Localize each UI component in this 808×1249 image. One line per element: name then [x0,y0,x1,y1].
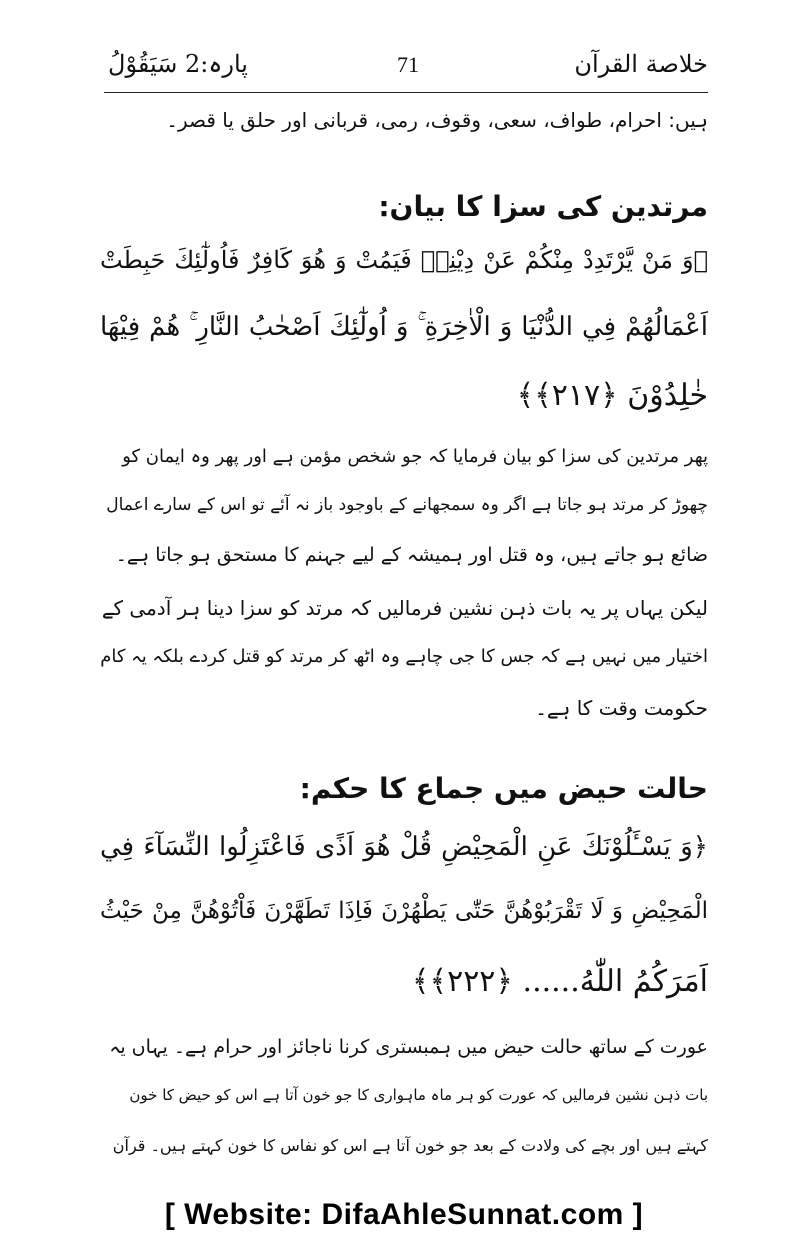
section2-verse-line: اَمَرَكُمُ اللّٰهُ...... ﴿۲۲۲﴾﴾ [411,964,708,999]
section2-verse-line: ﴿وَ يَسْـَٔلُوْنَكَ عَنِ الْمَحِيْضِ قُلْ هُوَ اَذًى فَاعْتَزِلُوا النِّسَآءَ فِي [100,832,708,862]
intro-line: ہیں: احرام، طواف، سعی، وقوف، رمی، قربانی اور حلق یا قصر۔ [166,108,708,132]
section1-para1-line: پھر مرتدین کی سزا کو بیان فرمایا کہ جو شخص مؤمن ہے اور پھر وہ ایمان کو [122,446,708,467]
para-title: پارہ:2 سَيَقُوْلُ [108,50,248,78]
section1-para2-line: اختیار میں نہیں ہے کہ جس کا جی چاہے وہ اٹھ کر مرتد کو قتل کردے بلکہ یہ کام [100,646,708,667]
section1-verse-line: اَعْمَالُهُمْ فِي الدُّنْيَا وَ الْاٰخِرَةِ ۚ وَ اُولٰٓئِكَ اَصْحٰبُ النَّارِ ۚ هُمْ فِيْهَا [100,312,708,342]
section2-para1-line: کہتے ہیں اور بچے کی ولادت کے بعد جو خون آتا ہے اس کو نفاس کا خون کہتے ہیں۔ قرآن [112,1136,708,1155]
section1-verse-line: ﴿وَ مَنْ يَّرْتَدِدْ مِنْكُمْ عَنْ دِيْنِهٖ فَيَمُتْ وَ هُوَ كَافِرٌ فَاُولٰٓئِكَ حَبِطَتْ [100,246,708,274]
section1-para1-line: چھوڑ کر مرتد ہو جاتا ہے اگر وہ سمجھانے کے باوجود باز نہ آئے تو اس کے سارے اعمال [106,495,708,515]
section2-para1-line: عورت کے ساتھ حالت حیض میں ہمبستری کرنا ناجائز اور حرام ہے۔ یہاں یہ [109,1036,708,1058]
section1-verse-line: خٰلِدُوْنَ ﴿۲۱۷﴾﴾ [516,378,708,413]
section2-verse-line: الْمَحِيْضِ وَ لَا تَقْرَبُوْهُنَّ حَتّٰى يَطْهُرْنَ فَاِذَا تَطَهَّرْنَ فَاْتُوْهُنَّ مِنْ حَيْثُ [100,898,708,924]
section1-para2-line: حکومت وقت کا ہے۔ [535,696,708,720]
section1-para1-line: ضائع ہو جاتے ہیں، وہ قتل اور ہمیشہ کے لیے جہنم کا مستحق ہو جاتا ہے۔ [115,544,708,566]
section2-heading: حالت حیض میں جماع کا حکم: [299,772,708,805]
section2-para1-line: بات ذہن نشین فرمالیں کہ عورت کو ہر ماہ ماہواری کا جو خون آتا ہے اس کو حیض کا خون [129,1086,708,1104]
website-footer: [ Website: DifaAhleSunnat.com ] [164,1198,644,1231]
section1-para2-line: لیکن یہاں پر یہ بات ذہن نشین فرمالیں کہ مرتد کو سزا دینا ہر آدمی کے [101,596,708,620]
page-number: 71 [397,52,419,77]
book-title: خلاصة القرآن [574,50,708,78]
section1-heading: مرتدین کی سزا کا بیان: [378,190,708,223]
header-rule [104,92,708,93]
page-header [108,50,708,90]
